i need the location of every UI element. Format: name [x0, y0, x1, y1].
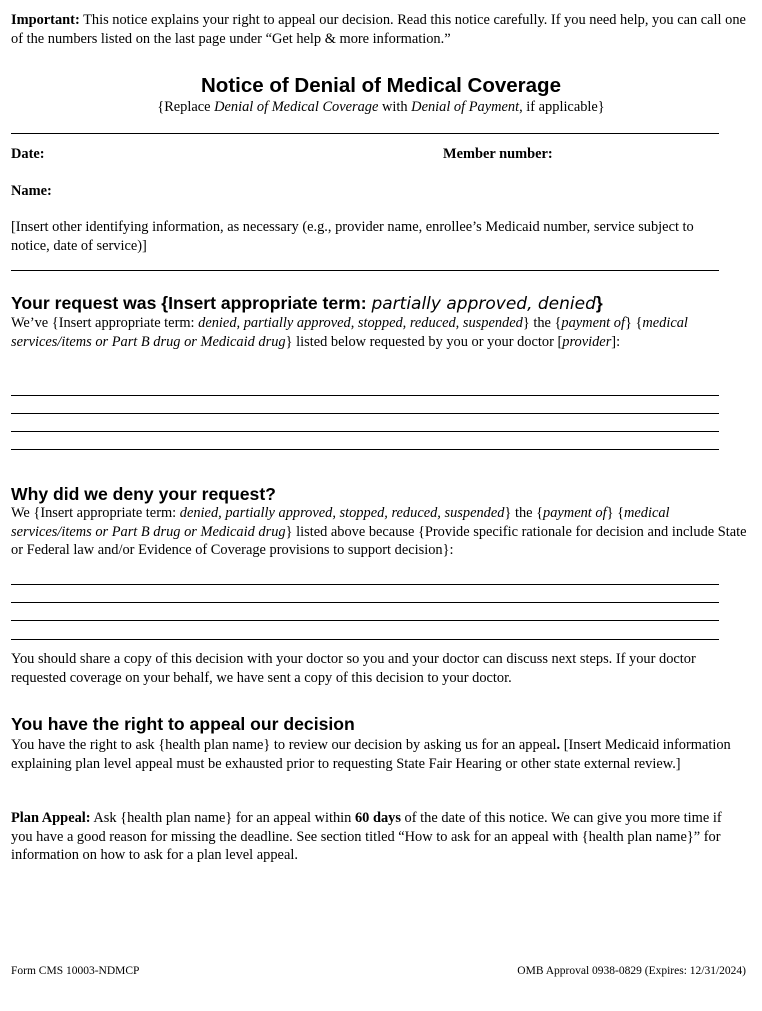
- request-italic-term: medical services/items or Part B drug or Medicaid drug: [11, 315, 688, 350]
- why-text: } {: [606, 505, 624, 521]
- important-label: Important:: [11, 12, 80, 28]
- important-text: This notice explains your right to appeal our decision. Read this notice carefully. If you need help, you can call one of the numbers listed on the last page under “Get help & more information.”: [11, 12, 746, 47]
- footer-omb-approval: OMB Approval 0938-0829 (Expires: 12/31/2024): [517, 965, 746, 977]
- request-heading-text: Your request was {Insert appropriate term:: [11, 293, 372, 313]
- plan-appeal-text: of the date of this notice. We can give you more time if you have a good reason for missing the deadline. See section titled “How to ask for an appeal with {health plan name}” for information on how to ask for a plan level appeal.: [11, 810, 722, 863]
- appeal-text: [Insert Medicaid information explaining plan level appeal must be exhausted prior to requesting State Fair Hearing or other state external review.]: [11, 737, 731, 772]
- plan-appeal-deadline: 60 days: [354, 810, 401, 826]
- blank-line: [11, 449, 719, 450]
- why-heading: Why did we deny your request?: [11, 484, 276, 504]
- why-text: We {Insert appropriate term:: [11, 505, 180, 521]
- why-paragraph: [11, 504, 753, 560]
- blank-line: [11, 395, 719, 396]
- subtitle-italic-term: Denial of Payment: [411, 99, 520, 115]
- appeal-paragraph: [11, 736, 743, 773]
- request-italic-term: provider: [562, 333, 612, 350]
- divider: [11, 270, 719, 271]
- request-text: ]:: [611, 333, 621, 350]
- member-number-label: Member number:: [443, 146, 553, 162]
- request-text: } listed below requested by you or your doctor [: [285, 333, 563, 350]
- page-title: Notice of Denial of Medical Coverage: [201, 74, 561, 97]
- footer-form-number: Form CMS 10003-NDMCP: [11, 965, 140, 977]
- subtitle-text: {Replace: [157, 99, 215, 115]
- why-text: } the {: [504, 505, 544, 521]
- appeal-heading: You have the right to appeal our decision: [11, 714, 355, 734]
- plan-appeal-text: Ask {health plan name} for an appeal within: [90, 810, 355, 826]
- blank-line: [11, 431, 719, 432]
- request-italic-term: payment of: [561, 315, 625, 331]
- request-heading-end: }: [595, 293, 603, 313]
- appeal-text: You have the right to ask {health plan name} to review our decision by asking us for an appeal: [11, 737, 557, 753]
- blank-line: [11, 584, 719, 585]
- request-heading-italic: partially approved, denied: [371, 294, 596, 314]
- request-text: } the {: [522, 315, 562, 331]
- request-text: We’ve {Insert appropriate term:: [11, 315, 199, 331]
- subtitle-italic-term: Denial of Medical Coverage: [214, 99, 379, 115]
- plan-appeal-label: Plan Appeal:: [11, 810, 91, 826]
- blank-line: [11, 620, 719, 621]
- request-text: } {: [624, 315, 643, 331]
- request-italic-term: denied, partially approved, stopped, reduced, suspended: [198, 315, 523, 331]
- important-notice: [11, 11, 746, 48]
- date-label: Date:: [11, 146, 45, 162]
- subtitle-text: , if applicable}: [519, 99, 605, 115]
- blank-line: [11, 639, 719, 640]
- identifying-info: [Insert other identifying information, as necessary (e.g., provider name, enrollee’s Medicaid number, service subject to notice, date of service)]: [11, 219, 694, 254]
- request-paragraph: [11, 314, 716, 351]
- appeal-period: .: [556, 737, 561, 753]
- divider: [11, 133, 719, 134]
- request-heading: [11, 292, 603, 315]
- why-italic-term: payment of: [543, 505, 607, 521]
- plan-appeal-paragraph: [11, 809, 739, 865]
- why-text: } listed above because {Provide specific rationale for decision and include State or Federal law and/or Evidence of Coverage provisions to support decision}:: [11, 523, 747, 558]
- blank-line: [11, 413, 719, 414]
- subtitle-text: with: [378, 99, 412, 115]
- blank-line: [11, 602, 719, 603]
- why-italic-term: medical services/items or Part B drug or Medicaid drug: [11, 505, 670, 540]
- page-subtitle: [0, 98, 762, 116]
- share-paragraph: You should share a copy of this decision with your doctor so you and your doctor can discuss next steps. If your doctor requested coverage on your behalf, we have sent a copy of this decision to your doctor.: [11, 651, 696, 686]
- why-italic-term: denied, partially approved, stopped, reduced, suspended: [179, 505, 505, 521]
- name-label: Name:: [11, 183, 52, 199]
